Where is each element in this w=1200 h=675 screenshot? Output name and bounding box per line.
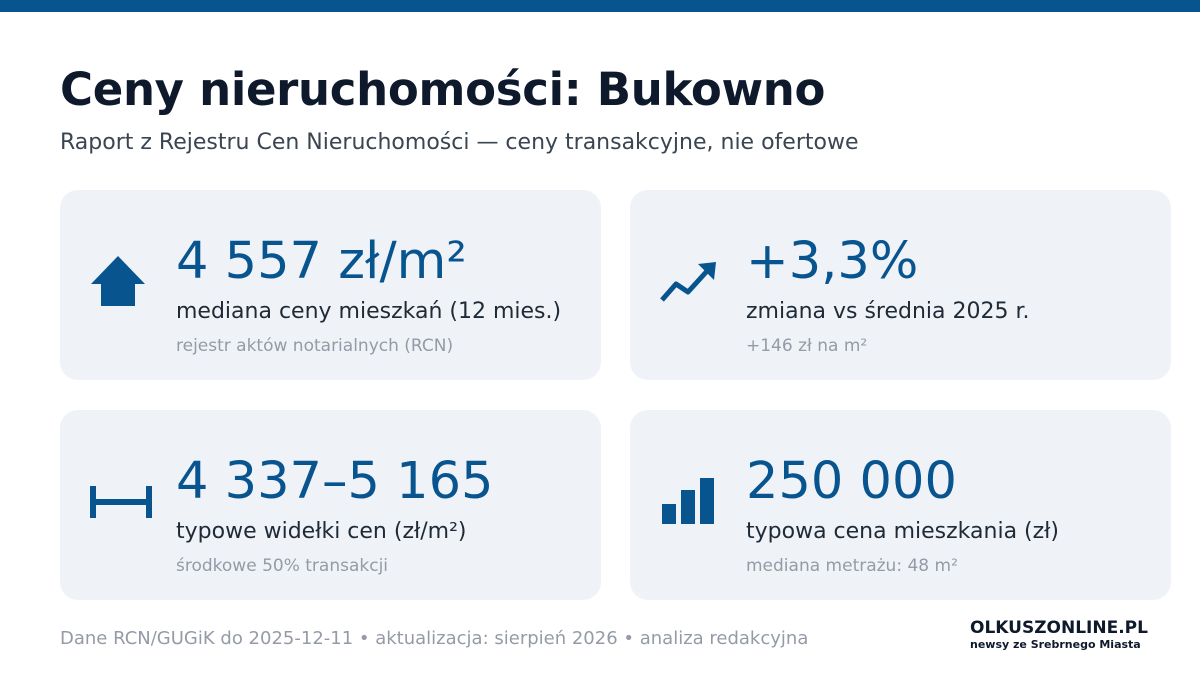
price-range-value: 4 337–5 165 [176,452,494,511]
brand-name: OLKUSZONLINE.PL [970,618,1148,638]
typical-price-note: mediana metrażu: 48 m² [746,556,958,576]
stat-card-price-range [60,410,601,600]
house-icon [90,254,146,310]
top-accent-bar [0,0,1200,12]
bar-chart-icon [660,476,716,532]
change-note: +146 zł na m² [746,336,868,356]
change-label: zmiana vs średnia 2025 r. [746,299,1030,324]
page-title: Ceny nieruchomości: Bukowno [60,63,826,116]
price-range-label: typowe widełki cen (zł/m²) [176,519,467,544]
median-price-value: 4 557 zł/m² [176,232,467,291]
source-footnote: Dane RCN/GUGiK do 2025-12-11 • aktualizacja: sierpień 2026 • analiza redakcyjna [60,628,809,649]
median-price-label: mediana ceny mieszkań (12 mies.) [176,299,562,324]
typical-price-label: typowa cena mieszkania (zł) [746,519,1060,544]
price-range-note: środkowe 50% transakcji [176,556,389,576]
brand-tagline: newsy ze Srebrnego Miasta [970,638,1141,651]
change-value: +3,3% [746,232,919,291]
range-icon [90,486,146,542]
trend-up-icon [660,256,716,312]
stat-card-change [630,190,1171,380]
stat-card-median-price [60,190,601,380]
median-price-note: rejestr aktów notarialnych (RCN) [176,336,454,356]
brand-logo[interactable] [970,618,1150,652]
page-subtitle: Raport z Rejestru Cen Nieruchomości — ceny transakcyjne, nie ofertowe [60,130,859,155]
typical-price-value: 250 000 [746,452,957,511]
stat-card-typical-price [630,410,1171,600]
